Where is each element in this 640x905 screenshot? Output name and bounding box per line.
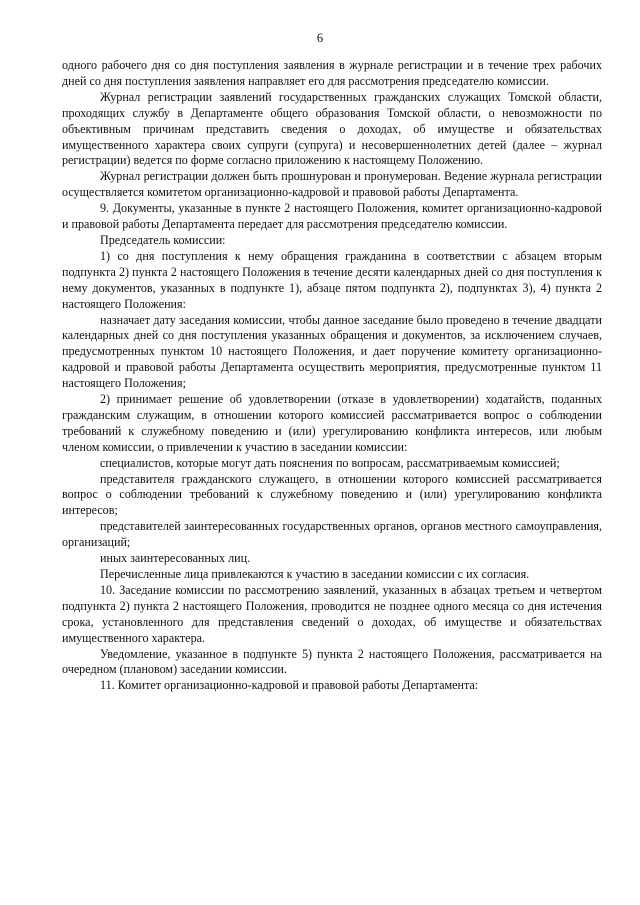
- paragraph-notification: Уведомление, указанное в подпункте 5) пункта 2 настоящего Положения, рассматривается на очередном (плановом) заседании комиссии.: [62, 646, 602, 677]
- paragraph-schedules-meeting: назначает дату заседания комиссии, чтобы данное заседание было проведено в течение двадцати календарных дней со дня поступления указанных обращения и документов, за исключением случаев, предусмотренных пунктом 10 настоящего Положения, и дает поручение комитету организационно-кадровой и правовой работы Департамента осуществить мероприятия, предусмотренные пунктом 11 настоящего Положения;: [62, 312, 602, 391]
- paragraph-representative: представителя гражданского служащего, в отношении которого комиссией рассматривается вопрос о соблюдении требований к служебному поведению и (или) урегулированию конфликта интересов;: [62, 471, 602, 518]
- paragraph-item-9: 9. Документы, указанные в пункте 2 настоящего Положения, комитет организационно-кадровой и правовой работы Департамента передает для рассмотрения председателю комиссии.: [62, 201, 602, 232]
- paragraph-item-10: 10. Заседание комиссии по рассмотрению заявлений, указанных в абзацах третьем и четвертом подпункта 2) пункта 2 настоящего Положения, проводится не позднее одного месяца со дня истечения срока, установленного для представления сведений о доходах, об имуществе и обязательствах имущественного характера.: [62, 582, 602, 645]
- paragraph-item-11: 11. Комитет организационно-кадровой и правовой работы Департамента:: [100, 678, 479, 693]
- paragraph-subitem-1: 1) со дня поступления к нему обращения гражданина в соответствии с абзацем вторым подпункта 2) пункта 2 настоящего Положения в течение десяти календарных дней со дня поступления к нему документов, указанных в подпункте 1), абзаце пятом подпункта 2), подпунктах 3), 4) пункта 2 настоящего Положения:: [62, 248, 602, 311]
- paragraph-consent: Перечисленные лица привлекаются к участию в заседании комиссии с их согласия.: [100, 567, 530, 581]
- paragraph-chairman: Председатель комиссии:: [100, 232, 226, 247]
- paragraph-subitem-2: 2) принимает решение об удовлетворении (отказе в удовлетворении) ходатайств, поданных гражданским служащим, в отношении которого комиссией рассматривается вопрос о соблюдении требований к служебному поведению и (или) урегулированию конфликта интересов, или любым членом комиссии, о привлечении к участию в заседании комиссии:: [62, 392, 602, 454]
- paragraph-specialists: специалистов, которые могут дать пояснения по вопросам, рассматриваемым комиссией;: [100, 455, 560, 470]
- paragraph-journal-description: Журнал регистрации заявлений государственных гражданских служащих Томской области, проходящих службу в Департаменте общего образования Томской области, о невозможности по объективным причинам представить сведения о доходах, об имуществе и обязательствах имущественного характера своих супруги (супруга) и несовершеннолетних детей (далее – журнал регистрации) ведется по форме согласно приложению к настоящему Положению.: [62, 89, 602, 168]
- document-body: [62, 58, 602, 694]
- paragraph-representatives-bodies: представителей заинтересованных государственных органов, органов местного самоуправления, организаций;: [62, 519, 602, 550]
- page-number: 6: [316, 31, 324, 45]
- paragraph-journal-maintenance: Журнал регистрации должен быть прошнурован и пронумерован. Ведение журнала регистрации осуществляется комитетом организационно-кадровой и правовой работы Департамента.: [62, 169, 602, 200]
- paragraph-continuation: одного рабочего дня со дня поступления заявления в журнале регистрации и в течение трех рабочих дней со дня поступления заявления направляет его для рассмотрения председателю комиссии.: [62, 58, 602, 88]
- paragraph-other-persons: иных заинтересованных лиц.: [100, 551, 251, 566]
